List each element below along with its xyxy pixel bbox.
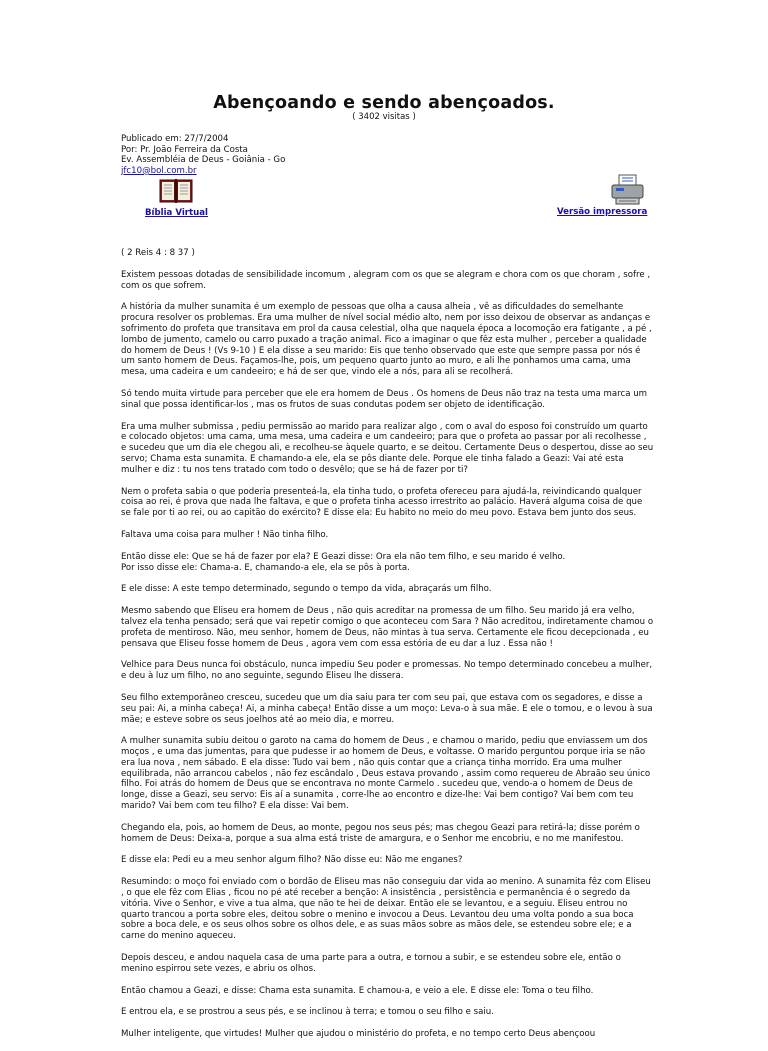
body-paragraph: Só tendo muita virtude para perceber que ele era homem de Deus . Os homens de Deus não traz na testa uma marca um sinal que possa identificar-los , mas os frutos de suas condutas podem ser objeto de identificação. — [121, 388, 648, 410]
body-paragraph: ( 2 Reis 4 : 8 37 ) — [121, 248, 195, 258]
bible-virtual-link[interactable]: Bíblia Virtual — [145, 208, 208, 218]
body-paragraph: Chegando ela, pois, ao homem de Deus, ao monte, pegou nos seus pés; mas chegou Geazi para retirá-la; disse porém o homem de Deus: Deixa-a, porque a sua alma está triste de amargura, e o Senhor me encobriu, e no me manifestou. — [121, 822, 640, 844]
body-paragraph: Depois desceu, e andou naquela casa de uma parte para a outra, e tornou a subir, e se estendeu sobre ele, então o menino espirrou sete vezes, e abriu os olhos. — [121, 953, 621, 974]
visit-count: ( 3402 visitas ) — [352, 112, 416, 122]
church: Ev. Assembléia de Deus - Goiânia - Go — [121, 155, 286, 166]
body-paragraph: Velhice para Deus nunca foi obstáculo, nunca impediu Seu poder e promessas. No tempo determinado concebeu a mulher, e deu à luz um filho, no ano seguinte, segundo Eliseu lhe dissera. — [121, 660, 653, 682]
body-paragraph: Faltava uma coisa para mulher ! Não tinha filho. — [121, 529, 329, 540]
published-date: Publicado em: 27/7/2004 — [121, 134, 229, 144]
author: Por: Pr. João Ferreira da Costa — [121, 144, 248, 155]
body-paragraph: Seu filho extemporâneo cresceu, sucedeu que um dia saiu para ter com seu pai, que estava com os segadores, e disse a seu pai: Ai, a minha cabeça! Ai, a minha cabeça! Então disse a um moço: Leva-o à sua mãe. E ele o tomou, e o levou à sua mãe; e esteve sobre os seus joelhos até ao meio dia, e morreu. — [121, 692, 653, 725]
printer-icon[interactable] — [610, 174, 645, 205]
body-paragraph: Então disse ele: Que se há de fazer por ela? E Geazi disse: Ora ela não tem filho, e seu marido é velho. Por isso disse ele: Chama-a. E, chamando-a ele, ela se pôs à porta. — [121, 551, 566, 573]
body-paragraph: A história da mulher sunamita é um exemplo de pessoas que olha a causa alheia , vê as dificuldades do semelhante procura resolver os problemas. Era uma mulher de nível social médio alto, nem por isso deixou de observar as andanças e sofrimento do profeta que transitava em prol da causa celestial, olha que naquela época a locomoção era fatigante , a pé , lombo de jumento, camelo ou carro puxado a tração animal. Fico a imaginar o que fêz esta mulher , perceber a qualidade do homem de Deus ! (Vs 9-10 ) E ela disse a seu marido: Eis que tenho observado que este que sempre passa por nós é um santo homem de Deus. Façamos-lhe, pois, um pequeno quarto junto ao muro, e ali lhe ponhamos uma cama, uma mesa, uma cadeira e um candeeiro; e há de ser que, vindo ele a nós, para ali se recolherá. — [121, 302, 652, 378]
body-paragraph: E ele disse: A este tempo determinado, segundo o tempo da vida, abraçarás um filho. — [121, 584, 492, 595]
body-paragraph: Nem o profeta sabia o que poderia presenteá-la, ela tinha tudo, o profeta ofereceu para ajudá-la, reivindicando qualquer coisa ao rei, é prova que nada lhe faltava, e que o profeta tinha acesso irrestrito ao palácio. Haverá alguma coisa de que se fale por ti ao rei, ou ao capitão do exército? E disse ela: Eu habito no meio do meu povo. Estava bem junto dos seus. — [121, 486, 643, 519]
body-paragraph: Era uma mulher submissa , pediu permissão ao marido para realizar algo , com o aval do esposo foi construído um quarto e colocado objetos: uma cama, uma mesa, uma cadeira e um candeeiro; para que o profeta ao passar por ali recolhesse , e sucedeu que um dia ele chegou ali, e recolheu-se àquele quarto, e se deitou. Certamente Deus o despertou, disse ao seu servo; Chama esta sunamita. E chamando-a ele, ela se pôs diante dele. Porque ele tinha falado a Geazi: Vai até esta mulher e diz : tu nos tens tratado com todo o desvêlo; que se há de fazer por ti? — [121, 421, 654, 475]
body-paragraph: E entrou ela, e se prostrou a seus pés, e se inclinou à terra; e tomou o seu filho e saiu. — [121, 1007, 494, 1018]
article-body — [121, 248, 654, 1051]
author-email-link[interactable]: jfc10@bol.com.br — [121, 165, 197, 176]
book-icon[interactable] — [159, 177, 193, 205]
body-paragraph: A mulher sunamita subiu deitou o garoto na cama do homem de Deus , e chamou o marido, pediu que enviassem um dos moços , e uma das jumentas, para que pudesse ir ao homem de Deus, e voltasse. O marido perguntou porque iria se não era lua nova , nem sábado. E ela disse: Tudo vai bem , não quis contar que a criança tinha morrido. Era uma mulher equilibrada, não arrancou cabelos , não fez escândalo , Deus estava provando , assim como requereu de Abraão seu único filho. Foi atrás do homem de Deus que se encontrava no monte Carmelo . sucedeu que, vendo-a o homem de Deus de longe, disse a Geazi, seu servo: Eis aí a sunamita , corre-lhe ao encontro e dize-lhe: Vai bem contigo? Vai bem com teu marido? Vai bem com teu filho? E ela disse: Vai bem. — [121, 736, 651, 812]
body-paragraph: Então chamou a Geazi, e disse: Chama esta sunamita. E chamou-a, e veio a ele. E disse ele: Toma o teu filho. — [121, 985, 594, 996]
body-paragraph: Existem pessoas dotadas de sensibilidade incomum , alegram com os que se alegram e chora com os que choram , sofre , com os que sofrem. — [121, 269, 651, 291]
body-paragraph: Resumindo: o moço foi enviado com o bordão de Eliseu mas não conseguiu dar vida ao menino. A sunamita fêz com Eliseu , o que ele fêz com Elias , ficou no pé até receber a benção: A insistência , persistência e permanência é o segredo da vitória. Vive o Senhor, e vive a tua alma, que não te hei de deixar. Então ele se levantou, e a seguiu. Eliseu entrou no quarto trancou a porta sobre eles, deitou sobre o menino e invocou a Deus. Levantou deu uma volta pondo a sua boca sobre a boca dele, e os seus olhos sobre os olhos dele, e as suas mãos sobre as mãos dele, se estendeu sobre ele; e a carne do menino aqueceu. — [121, 877, 651, 942]
print-version-link[interactable]: Versão impressora — [557, 207, 648, 217]
body-paragraph: E disse ela: Pedi eu a meu senhor algum filho? Não disse eu: Não me enganes? — [121, 855, 463, 866]
body-paragraph: Mesmo sabendo que Eliseu era homem de Deus , não quis acreditar na promessa de um filho. Seu marido já era velho, talvez ela tenha pensado; será que vai repetir comigo o que aconteceu com Sara ? Não acreditou, indiretamente chamou o profeta de mentiroso. Não, meu senhor, homem de Deus, não mintas à tua serva. Certamente ele ficou decepcionada , eu pensava que Eliseu fosse homem de Deus , agora vem com essa estória de eu dar a luz . Essa não ! — [121, 606, 654, 649]
article-meta — [121, 134, 285, 176]
article-title: Abençoando e sendo abençoados. — [213, 93, 555, 113]
body-paragraph: Mulher inteligente, que virtudes! Mulher que ajudou o ministério do profeta, e no tempo certo Deus abençoou — [121, 1029, 596, 1040]
